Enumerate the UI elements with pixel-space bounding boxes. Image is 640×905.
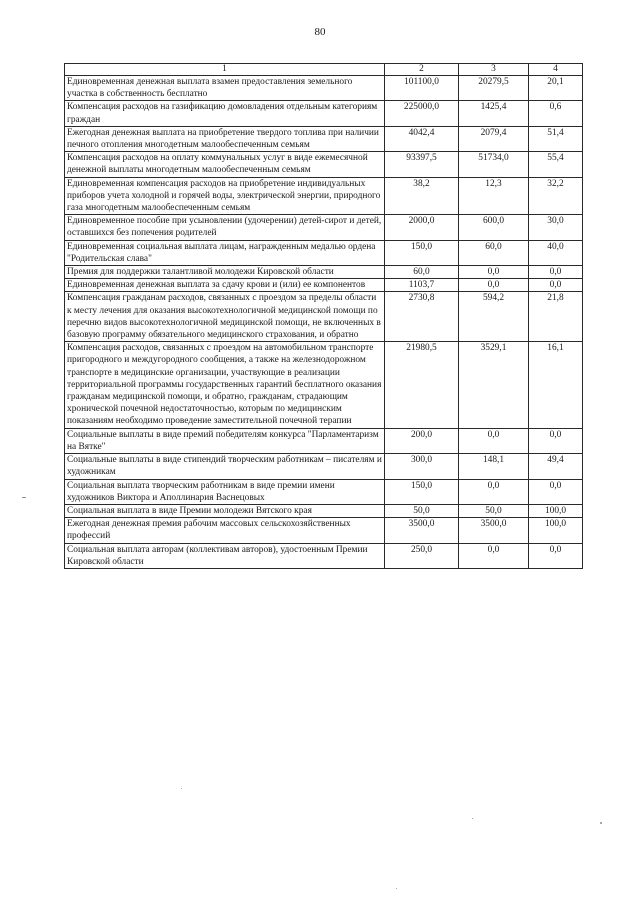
table-row — [65, 342, 583, 428]
row-value-col2: 150,0 — [385, 479, 459, 504]
row-value-col3: 3500,0 — [459, 518, 529, 543]
row-value-col2: 225000,0 — [385, 101, 459, 126]
table-row — [65, 76, 583, 101]
row-value-col4: 0,0 — [529, 479, 583, 504]
report-table-container — [64, 63, 582, 569]
report-table — [64, 63, 583, 569]
row-value-col4: 0,0 — [529, 279, 583, 292]
column-header-4: 4 — [529, 64, 583, 76]
row-value-col2: 250,0 — [385, 543, 459, 568]
row-value-col2: 3500,0 — [385, 518, 459, 543]
table-row — [65, 428, 583, 453]
table-row — [65, 479, 583, 504]
scan-speck — [396, 888, 397, 889]
row-value-col3: 50,0 — [459, 504, 529, 517]
row-name-cell: Социальные выплаты в виде стипендий творческим работникам – писателям и художникам — [65, 454, 385, 479]
row-value-col4: 32,2 — [529, 177, 583, 215]
scan-speck — [472, 818, 473, 819]
row-name-cell: Компенсация гражданам расходов, связанных с проездом за пределы области к месту лечения для оказания высокотехнологичной медицинской помощи по перечню видов высокотехнологичной медицинской помощи, не включенных в базовую программу обязательного медицинского страхования, и обратно — [65, 292, 385, 342]
row-value-col3: 0,0 — [459, 479, 529, 504]
row-value-col4: 100,0 — [529, 504, 583, 517]
row-name-cell: Единовременная денежная выплата за сдачу крови и (или) ее компонентов — [65, 279, 385, 292]
row-value-col4: 51,4 — [529, 126, 583, 151]
table-row — [65, 240, 583, 265]
header-row — [65, 64, 583, 76]
row-value-col4: 0,0 — [529, 543, 583, 568]
row-value-col2: 93397,5 — [385, 152, 459, 177]
row-value-col2: 60,0 — [385, 266, 459, 279]
row-name-cell: Единовременное пособие при усыновлении (удочерении) детей-сирот и детей, оставшихся без попечения родителей — [65, 215, 385, 240]
row-name-cell: Единовременная социальная выплата лицам, награжденным медалью ордена "Родительская слава" — [65, 240, 385, 265]
row-value-col3: 594,2 — [459, 292, 529, 342]
row-value-col2: 21980,5 — [385, 342, 459, 428]
row-value-col4: 0,0 — [529, 266, 583, 279]
table-row — [65, 518, 583, 543]
row-value-col3: 12,3 — [459, 177, 529, 215]
table-row — [65, 454, 583, 479]
row-value-col3: 60,0 — [459, 240, 529, 265]
row-value-col2: 2000,0 — [385, 215, 459, 240]
column-header-1: 1 — [65, 64, 385, 76]
table-row — [65, 177, 583, 215]
row-value-col4: 16,1 — [529, 342, 583, 428]
row-value-col2: 150,0 — [385, 240, 459, 265]
row-name-cell: Социальная выплата творческим работникам в виде премии имени художников Виктора и Аполлинария Васнецовых — [65, 479, 385, 504]
row-name-cell: Компенсация расходов на оплату коммунальных услуг в виде ежемесячной денежной выплаты многодетным малообеспеченным семьям — [65, 152, 385, 177]
row-value-col2: 1103,7 — [385, 279, 459, 292]
table-row — [65, 101, 583, 126]
row-name-cell: Компенсация расходов, связанных с проездом на автомобильном транспорте пригородного и междугородного сообщения, а также на железнодорожном транспорте в медицинские организации, участвующие в реализации территориальной программы государственных гарантий бесплатного оказания гражданам медицинской помощи, и обратно, гражданам, страдающим хронической почечной недостаточностью, которым по медицинским показаниям необходимо проведение заместительной почечной терапии — [65, 342, 385, 428]
row-name-cell: Ежегодная денежная премия рабочим массовых сельскохозяйственных профессий — [65, 518, 385, 543]
row-value-col3: 600,0 — [459, 215, 529, 240]
row-value-col3: 148,1 — [459, 454, 529, 479]
table-row — [65, 152, 583, 177]
column-header-3: 3 — [459, 64, 529, 76]
row-value-col4: 0,6 — [529, 101, 583, 126]
row-value-col3: 0,0 — [459, 428, 529, 453]
row-value-col2: 300,0 — [385, 454, 459, 479]
row-value-col4: 0,0 — [529, 428, 583, 453]
table-body — [65, 76, 583, 569]
row-value-col2: 101100,0 — [385, 76, 459, 101]
row-value-col4: 20,1 — [529, 76, 583, 101]
row-value-col3: 20279,5 — [459, 76, 529, 101]
row-value-col3: 0,0 — [459, 279, 529, 292]
column-header-2: 2 — [385, 64, 459, 76]
row-value-col2: 50,0 — [385, 504, 459, 517]
row-name-cell: Премия для поддержки талантливой молодежи Кировской области — [65, 266, 385, 279]
scan-speck — [181, 788, 182, 789]
row-value-col2: 38,2 — [385, 177, 459, 215]
row-name-cell: Единовременная компенсация расходов на приобретение индивидуальных приборов учета холодной и горячей воды, электрической энергии, природного газа многодетным малообеспеченным семьям — [65, 177, 385, 215]
row-value-col2: 200,0 — [385, 428, 459, 453]
row-value-col4: 30,0 — [529, 215, 583, 240]
table-row — [65, 279, 583, 292]
row-value-col4: 40,0 — [529, 240, 583, 265]
row-name-cell: Социальные выплаты в виде премий победителям конкурса "Парламентаризм на Вятке" — [65, 428, 385, 453]
table-row — [65, 126, 583, 151]
row-name-cell: Компенсация расходов на газификацию домовладения отдельным категориям граждан — [65, 101, 385, 126]
row-value-col3: 1425,4 — [459, 101, 529, 126]
row-name-cell: Социальная выплата авторам (коллективам авторов), удостоенным Премии Кировской области — [65, 543, 385, 568]
table-row — [65, 292, 583, 342]
row-value-col4: 21,8 — [529, 292, 583, 342]
row-name-cell: Социальная выплата в виде Премии молодежи Вятского края — [65, 504, 385, 517]
table-row — [65, 504, 583, 517]
table-row — [65, 215, 583, 240]
table-row — [65, 266, 583, 279]
row-name-cell: Ежегодная денежная выплата на приобретение твердого топлива при наличии печного отопления многодетным малообеспеченным семьям — [65, 126, 385, 151]
table-row — [65, 543, 583, 568]
scan-speck — [22, 497, 26, 498]
row-value-col4: 49,4 — [529, 454, 583, 479]
row-value-col3: 51734,0 — [459, 152, 529, 177]
row-value-col4: 100,0 — [529, 518, 583, 543]
row-value-col4: 55,4 — [529, 152, 583, 177]
row-value-col3: 3529,1 — [459, 342, 529, 428]
row-value-col3: 2079,4 — [459, 126, 529, 151]
row-value-col2: 2730,8 — [385, 292, 459, 342]
page-number: 80 — [314, 26, 326, 38]
row-value-col3: 0,0 — [459, 543, 529, 568]
row-value-col3: 0,0 — [459, 266, 529, 279]
row-name-cell: Единовременная денежная выплата взамен предоставления земельного участка в собственность бесплатно — [65, 76, 385, 101]
row-value-col2: 4042,4 — [385, 126, 459, 151]
scan-speck — [600, 822, 602, 824]
